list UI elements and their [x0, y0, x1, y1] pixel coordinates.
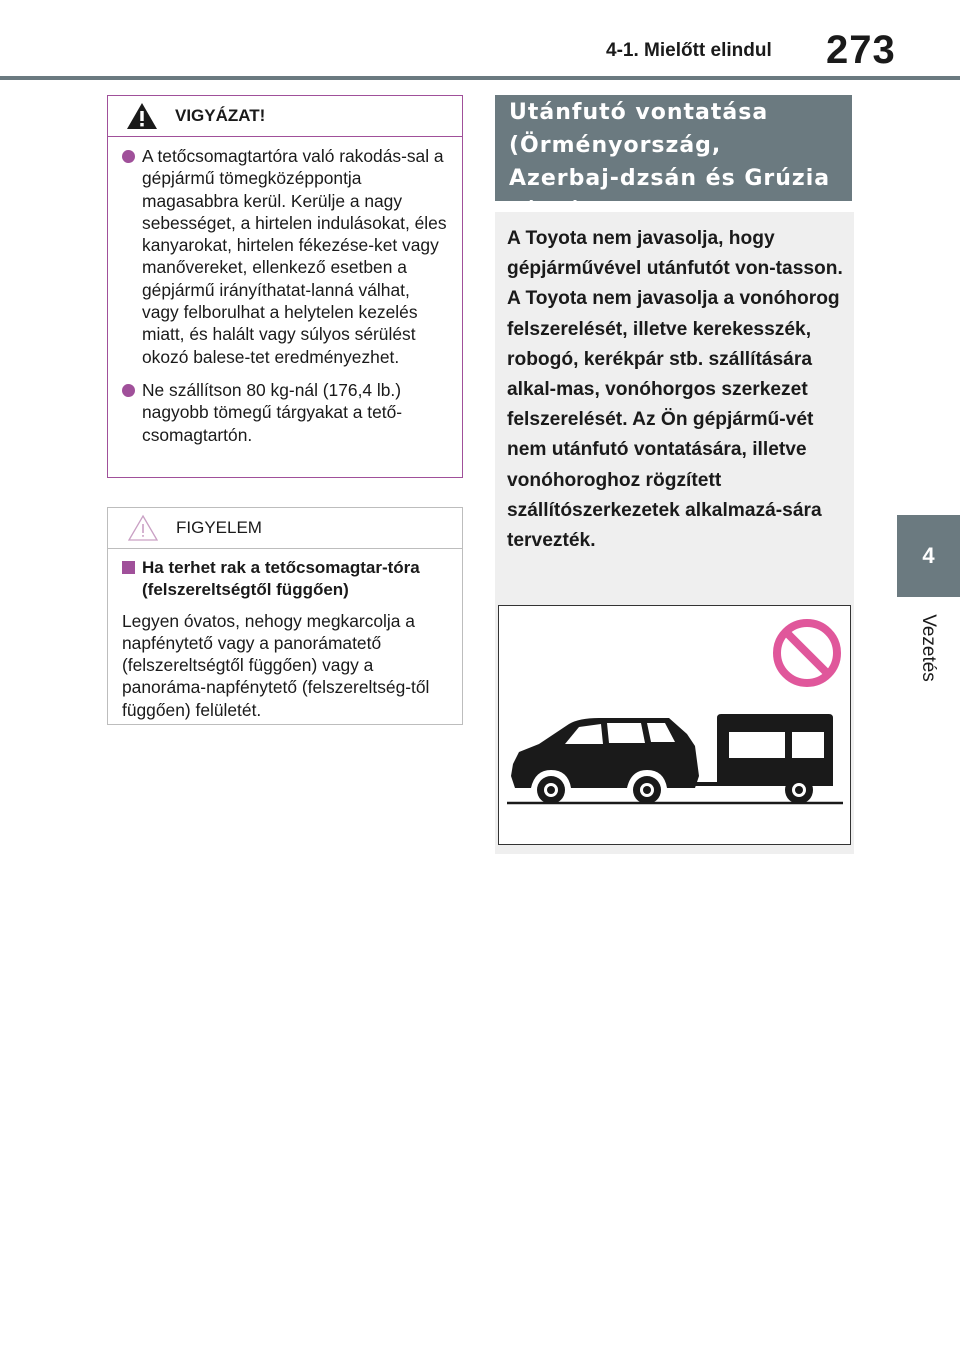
warning-item-text: A tetőcsomagtartóra való rakodás-sal a gépjármű tömegközéppontja magasabbra kerül. Kerülje a nagy sebességet, a hirtelen indulásokat, éles kanyarokat, hirtelen fékezése-ket vagy manővereket, ellenkező esetben a gépjármű irányíthatat-lanná válhat, vagy felborulhat a helytelen kezelés miatt, és halált vagy súlyos sérülést okozó balese-tet eredményezhet. — [142, 146, 447, 367]
warning-header — [108, 96, 462, 137]
notice-title: FIGYELEM — [176, 518, 262, 537]
towing-illustration-svg — [499, 606, 850, 844]
notice-heading-text: Ha terhet rak a tetőcsomagtar-tóra (felszereltségtől függően) — [142, 558, 420, 600]
warning-item — [122, 145, 448, 368]
chapter-label: Vezetés — [918, 614, 939, 682]
trailer-silhouette — [717, 714, 833, 804]
warning-triangle-icon — [126, 102, 158, 130]
notice-header — [108, 508, 462, 549]
car-silhouette — [511, 718, 699, 804]
warning-body — [108, 137, 462, 446]
square-bullet-icon — [122, 561, 135, 574]
chapter-tab[interactable] — [897, 515, 960, 597]
header-section-title: 4-1. Mielőtt elindul — [606, 40, 772, 61]
section-title: Utánfutó vontatása (Örményország, Azerbaj-dzsán és Grúzia — [495, 95, 852, 201]
notice-text: Legyen óvatos, nehogy megkarcolja a napfénytető vagy a panorámatető (felszereltségtől függően) vagy a panoráma-napfénytető (felszereltség-től függően) felületét. — [122, 610, 430, 720]
no-towing-prohibition-icon — [777, 623, 837, 683]
bullet-icon — [122, 384, 135, 397]
warning-item — [122, 379, 448, 446]
warning-box — [107, 95, 463, 478]
info-panel — [495, 212, 854, 854]
notice-heading — [122, 557, 448, 602]
bullet-icon — [122, 150, 135, 163]
chapter-number: 4 — [922, 543, 935, 568]
no-towing-illustration — [498, 605, 851, 845]
notice-body — [108, 549, 462, 721]
notice-box — [107, 507, 463, 725]
warning-title: VIGYÁZAT! — [175, 106, 266, 125]
info-text: A Toyota nem javasolja, hogy gépjárművével utánfutót von-tasson. A Toyota nem javasolja a vonóhorog felszerelését, illetve kerekesszék, robogó, kerékpár stb. szállítására alkal-mas, vonóhorgos szerkezet felszerelését. Az Ön gépjármű-vét nem utánfutó vontatására, illetve vonóhoroghoz rögzített szállítószerkezetek alkalmazá-sára tervezték. — [507, 228, 843, 552]
page-number: 273 — [826, 28, 896, 72]
warning-item-text: Ne szállítson 80 kg-nál (176,4 lb.) nagyobb tömegű tárgyakat a tető-csomagtartón. — [142, 379, 403, 445]
caution-triangle-icon — [128, 514, 158, 542]
header-rule — [0, 76, 960, 80]
